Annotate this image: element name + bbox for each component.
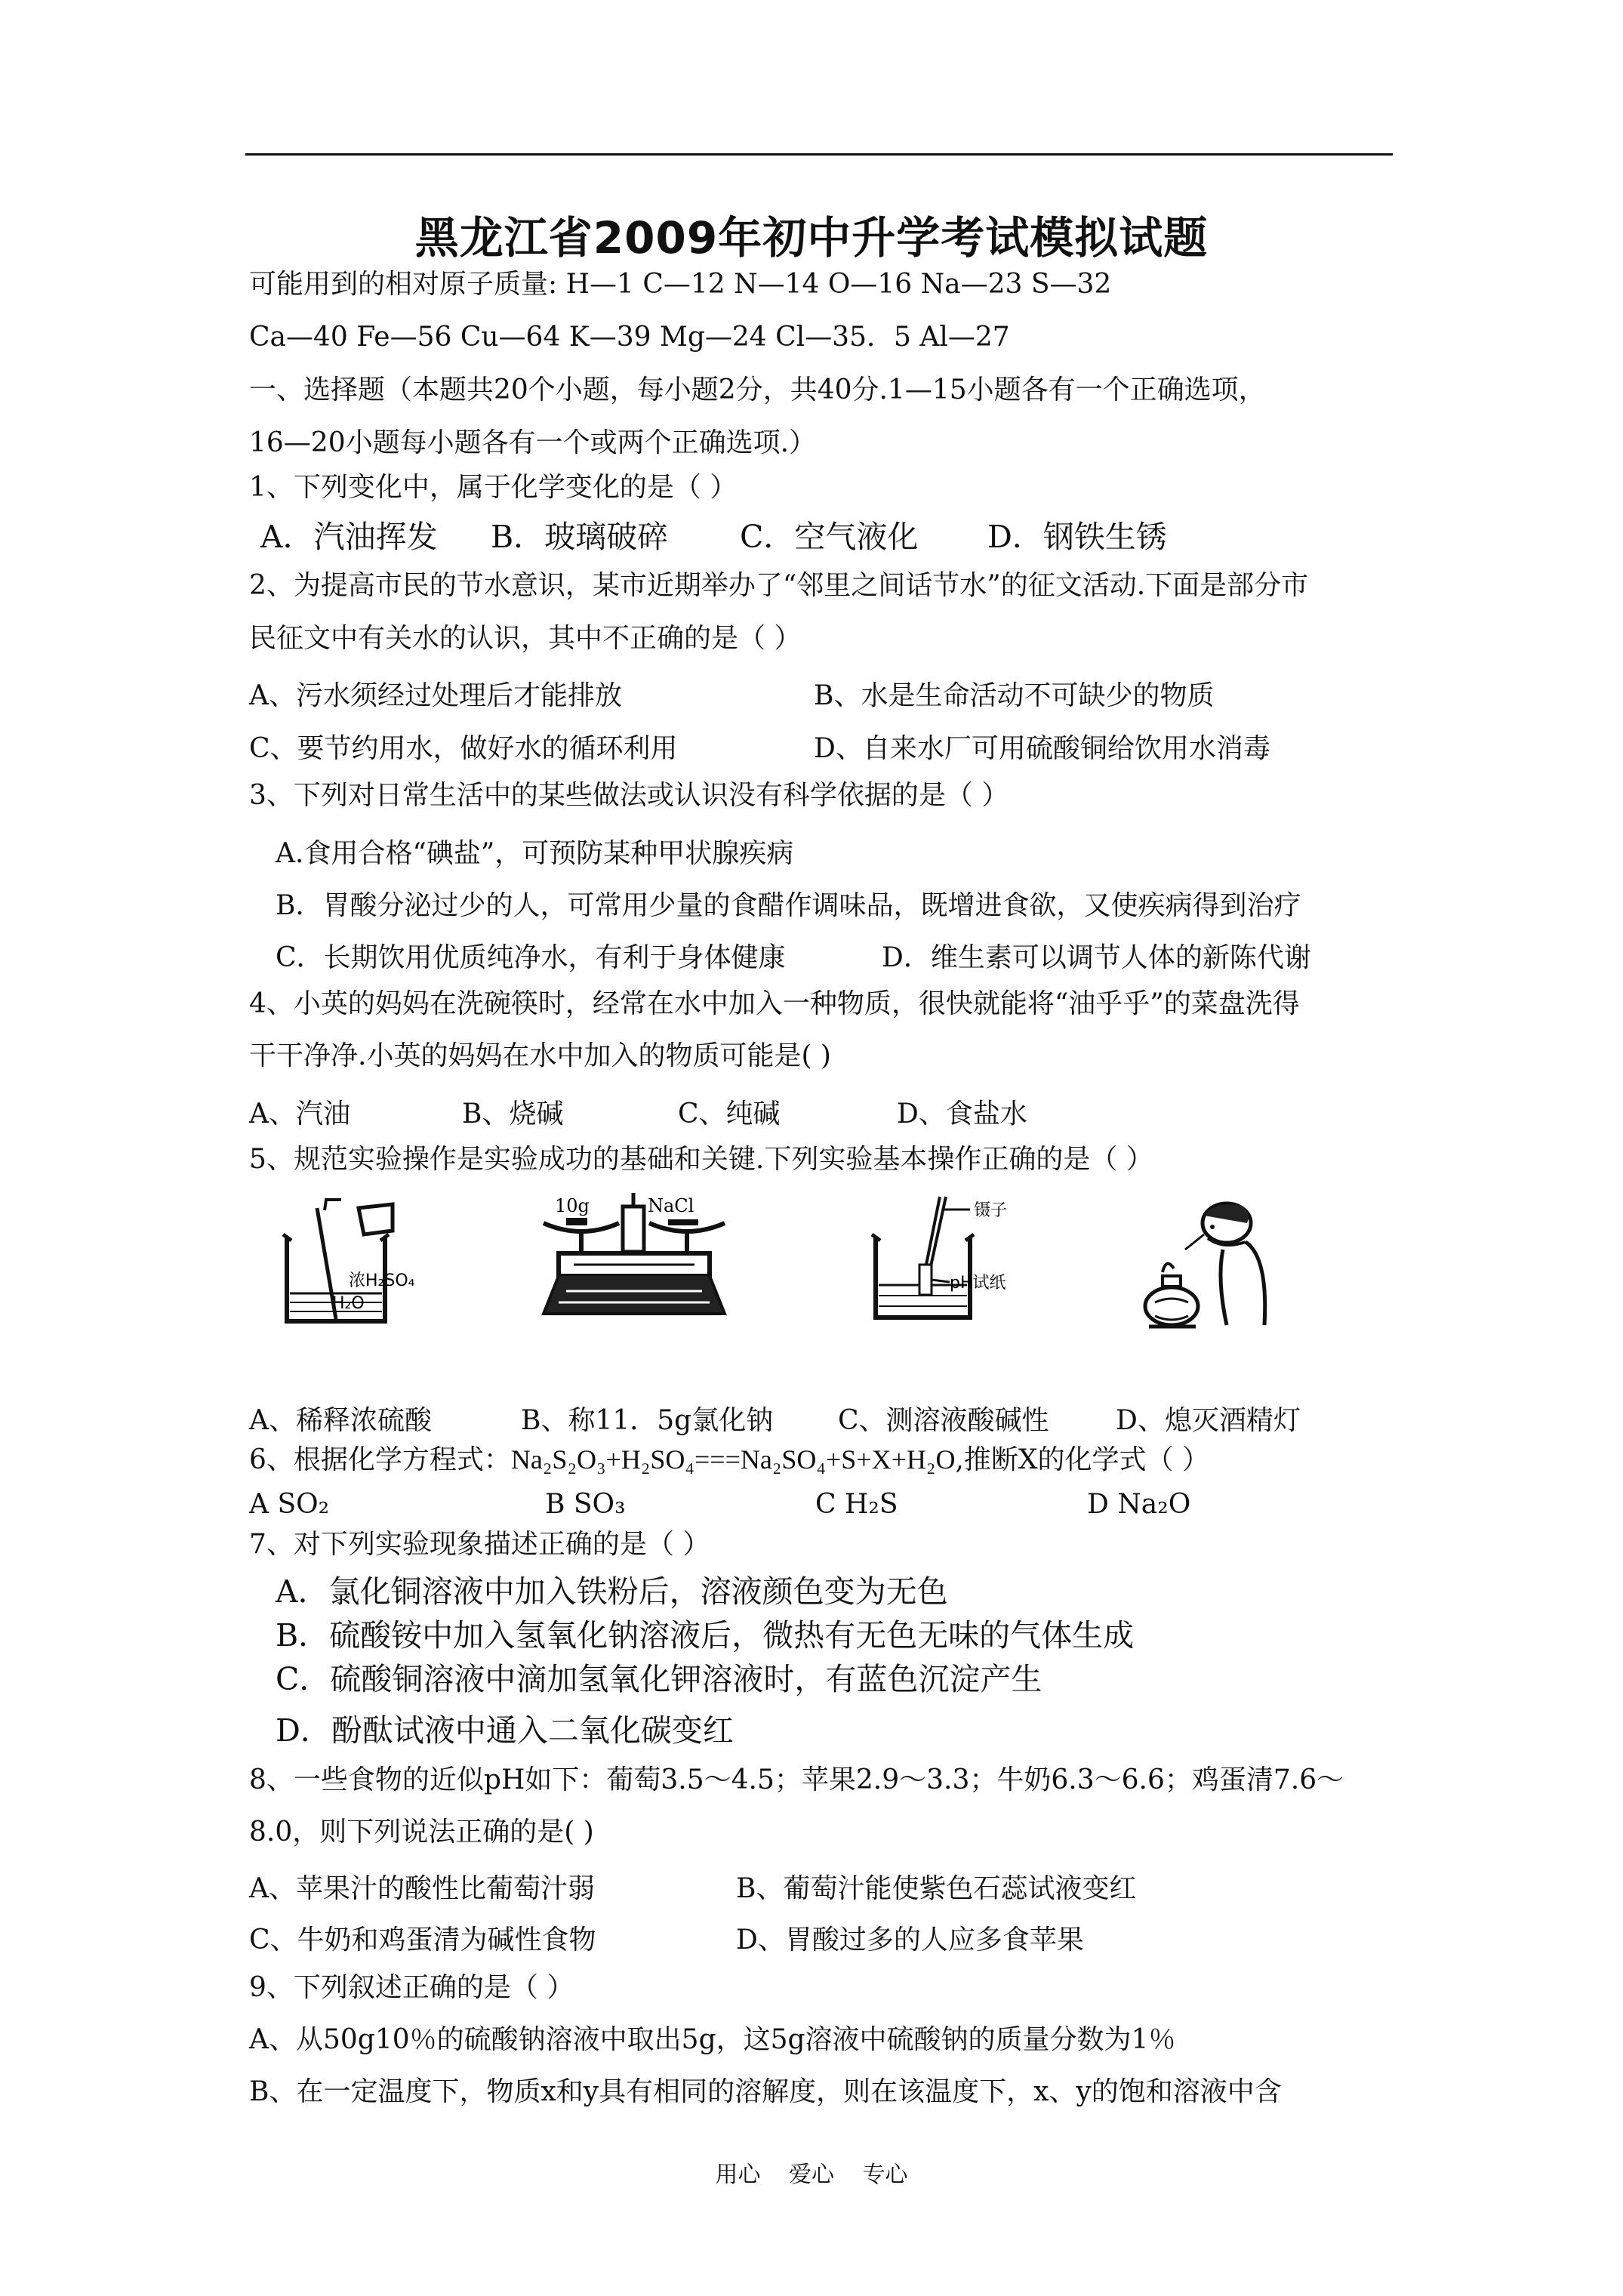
question-4-option-a: A、汽油 (249, 1099, 350, 1130)
alcohol-lamp-figure (1132, 1197, 1276, 1329)
question-8-option-c: C、牛奶和鸡蛋清为碱性食物 (249, 1925, 596, 1955)
question-5-option-c: C、测溶液酸碱性 (838, 1405, 1049, 1436)
question-5-stem: 5、规范实验操作是实验成功的基础和关键.下列实验基本操作正确的是（ ） (249, 1144, 1153, 1175)
question-7-option-c: C．硫酸铜溶液中滴加氢氧化钾溶液时，有蓝色沉淀产生 (276, 1661, 1042, 1697)
question-6-stem-suffix: ,推断X的化学式（ ） (955, 1444, 1209, 1475)
label-tweezers: 镊子 (974, 1201, 1008, 1220)
question-2-option-d: D、自来水厂可用硫酸铜给饮用水消毒 (814, 733, 1270, 764)
question-6-option-b: B SO₃ (545, 1489, 626, 1520)
label-acid: 浓H₂SO₄ (349, 1271, 415, 1290)
question-2-option-b: B、水是生命活动不可缺少的物质 (814, 680, 1215, 711)
page-footer: 用心 爱心 专心 (715, 2162, 908, 2188)
question-6-stem (249, 1444, 1209, 1475)
question-8-stem-line-2: 8.0，则下列说法正确的是( ) (249, 1817, 594, 1848)
beaker-dilution-figure (279, 1197, 453, 1329)
question-5-option-b: B、称11．5g氯化钠 (521, 1405, 774, 1436)
question-4-option-b: B、烧碱 (462, 1099, 564, 1130)
question-4-stem-line-2: 干干净净.小英的妈妈在水中加入的物质可能是( ) (249, 1040, 831, 1071)
question-5-option-a: A、稀释浓硫酸 (249, 1405, 432, 1436)
label-mass: 10g (555, 1195, 590, 1216)
question-1-option-a: A．汽油挥发 (260, 519, 438, 555)
label-water: H₂O (332, 1294, 365, 1313)
question-6-stem-prefix: 6、根据化学方程式： (249, 1444, 511, 1475)
question-4-option-d: D、食盐水 (897, 1099, 1027, 1130)
question-2-stem-line-1: 2、为提高市民的节水意识，某市近期举办了“邻里之间话节水”的征文活动.下面是部分市 (249, 570, 1309, 601)
question-8-option-a: A、苹果汁的酸性比葡萄汁弱 (249, 1873, 595, 1904)
question-7-option-a: A．氯化铜溶液中加入铁粉后，溶液颜色变为无色 (276, 1573, 948, 1610)
question-8-option-b: B、葡萄汁能使紫色石蕊试液变红 (736, 1873, 1137, 1904)
question-9-option-b: B、在一定温度下，物质x和y具有相同的溶解度，则在该温度下，x、y的饱和溶液中含 (249, 2076, 1282, 2107)
atomic-mass-line-2: Ca—40 Fe—56 Cu—64 K—39 Mg—24 Cl—35．5 Al—27 (249, 322, 1010, 353)
question-4-option-c: C、纯碱 (678, 1099, 781, 1130)
question-3-option-d: D．维生素可以调节人体的新陈代谢 (882, 942, 1311, 973)
question-7-option-b: B．硫酸铵中加入氢氧化钠溶液后，微热有无色无味的气体生成 (276, 1617, 1135, 1653)
question-7-option-d: D．酚酞试液中通入二氧化碳变红 (276, 1712, 734, 1749)
ph-test-figure (868, 1193, 1042, 1325)
question-1-option-c: C．空气液化 (740, 519, 919, 555)
question-4-stem-line-1: 4、小英的妈妈在洗碗筷时，经常在水中加入一种物质，很快就能将“油乎乎”的菜盘洗得 (249, 988, 1300, 1019)
question-5-option-d: D、熄灭酒精灯 (1116, 1405, 1301, 1436)
question-8-option-d: D、胃酸过多的人应多食苹果 (736, 1925, 1084, 1955)
question-1-option-d: D．钢铁生锈 (987, 519, 1167, 555)
question-9-option-a: A、从50g10％的硫酸钠溶液中取出5g，这5g溶液中硫酸钠的质量分数为1％ (249, 2024, 1176, 2055)
question-6-option-d: D Na₂O (1087, 1489, 1191, 1520)
question-1-stem: 1、下列变化中，属于化学变化的是（ ） (249, 472, 738, 503)
balance-figure (536, 1185, 740, 1325)
label-ph-paper: pH试纸 (950, 1274, 1006, 1293)
question-3-stem: 3、下列对日常生活中的某些做法或认识没有科学依据的是（ ） (249, 780, 1009, 811)
page-title: 黑龙江省2009年初中升学考试模拟试题 (414, 212, 1209, 264)
section-heading-line-1: 一、选择题（本题共20个小题，每小题2分，共40分.1—15小题各有一个正确选项， (249, 374, 1266, 405)
question-2-option-a: A、污水须经过处理后才能排放 (249, 680, 622, 711)
question-8-stem-line-1: 8、一些食物的近似pH如下：葡萄3.5～4.5；苹果2.9～3.3；牛奶6.3～6.6；鸡蛋清7.6～ (249, 1764, 1344, 1795)
question-2-stem-line-2: 民征文中有关水的认识，其中不正确的是（ ） (249, 623, 802, 654)
question-1-option-b: B．玻璃破碎 (491, 519, 669, 555)
section-heading-line-2: 16—20小题每小题各有一个或两个正确选项.） (249, 427, 817, 458)
question-7-stem: 7、对下列实验现象描述正确的是（ ） (249, 1529, 710, 1560)
question-3-option-c: C．长期饮用优质纯净水，有利于身体健康 (276, 942, 786, 973)
question-3-option-a: A.食用合格“碘盐”，可预防某种甲状腺疾病 (276, 838, 794, 869)
chemical-equation: Na₂S₂O₃+H₂SO₄===Na₂SO₄+S+X+H₂O (510, 1444, 956, 1475)
question-3-option-b: B．胃酸分泌过少的人，可常用少量的食醋作调味品，既增进食欲，又使疾病得到治疗 (276, 890, 1301, 921)
question-6-option-a: A SO₂ (249, 1489, 330, 1520)
question-2-option-c: C、要节约用水，做好水的循环利用 (249, 733, 678, 764)
header-rule (245, 153, 1393, 156)
label-nacl: NaCl (648, 1195, 694, 1216)
atomic-mass-line-1: 可能用到的相对原子质量: H—1 C—12 N—14 O—16 Na—23 S—32 (249, 269, 1112, 300)
question-6-option-c: C H₂S (815, 1489, 898, 1520)
question-9-stem: 9、下列叙述正确的是（ ） (249, 1972, 574, 2003)
